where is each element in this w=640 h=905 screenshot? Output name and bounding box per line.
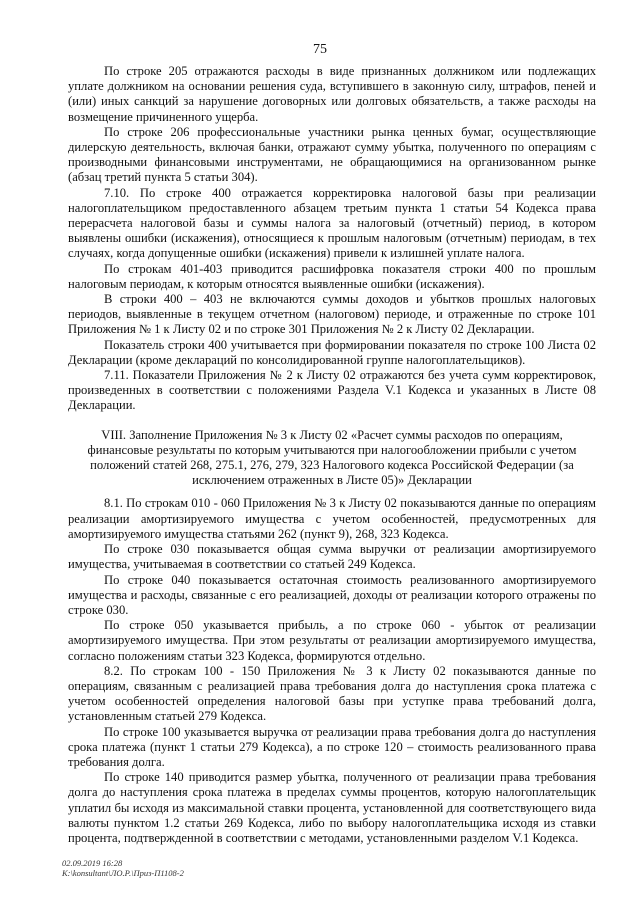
paragraph: По строке 100 указывается выручка от реализации права требования долга до наступления срока платежа (пункт 1 статьи 279 Кодекса), а по строке 120 – стоимость реализованного права требования долга. (68, 724, 596, 769)
paragraph: По строке 206 профессиональные участники рынка ценных бумаг, осуществляющие дилерскую деятельность, включая банки, отражают сумму убытка, полученного по операциям с производными финансовыми инструментами, не обращающимися на организованном рынке (абзац третий пункта 5 статьи 304). (68, 124, 596, 185)
paragraph: 8.2. По строкам 100 - 150 Приложения № 3 к Листу 02 показываются данные по операциям, связанным с реализацией права требования долга до наступления срока платежа с учетом особенностей определения налоговой базы при уступке права требований долга, установленным статьей 279 Кодекса. (68, 663, 596, 724)
paragraph: По строке 030 показывается общая сумма выручки от реализации амортизируемого имущества, учитываемая в соответствии со статьей 249 Кодекса. (68, 542, 596, 572)
paragraph: 7.11. Показатели Приложения № 2 к Листу 02 отражаются без учета сумм корректировок, произведенных в соответствии с положениями Раздела V.1 Кодекса и указанных в Листе 08 Декларации. (68, 368, 596, 413)
paragraph: По строке 205 отражаются расходы в виде признанных должником или подлежащих уплате должником на основании решения суда, вступившего в законную силу, штрафов, пеней и (или) иных санкций за нарушение договорных или долговых обязательств, а также расходы на возмещение причиненного ущерба. (68, 64, 596, 124)
paragraph: 7.10. По строке 400 отражается корректировка налоговой базы при реализации налогоплательщиком предоставленного абзацем третьим пункта 1 статьи 54 Кодекса права перерасчета налоговой базы и суммы налога за налоговый (отчетный) период, в котором выявлены ошибки (искажения), относящиеся к прошлым налоговым (отчетным) периодам, в тех случаях, когда допущенные ошибки (искажения) привели к излишней уплате налога. (68, 185, 596, 261)
paragraph: По строкам 401-403 приводится расшифровка показателя строки 400 по прошлым налоговым периодам, к которым относятся выявленные ошибки (искажения). (68, 261, 596, 291)
paragraph: В строки 400 – 403 не включаются суммы доходов и убытков прошлых налоговых периодов, выявленные в текущем отчетном (налоговом) периоде, и отраженные по строке 101 Приложения № 1 к Листу 02 и по строке 301 Приложения № 2 к Листу 02 Декларации. (68, 292, 596, 337)
paragraph: 8.1. По строкам 010 - 060 Приложения № 3 к Листу 02 показываются данные по операциям реализации амортизируемого имущества с учетом особенностей, предусмотренных для амортизируемого имущества статьями 262 (пункт 9), 268, 323 Кодекса. (68, 496, 596, 541)
paragraph: По строке 050 указывается прибыль, а по строке 060 - убыток от реализации амортизируемого имущества. При этом результаты от реализации амортизируемого имущества, согласно положениям статьи 323 Кодекса, формируются отдельно. (68, 618, 596, 663)
print-footer (62, 858, 184, 878)
paragraph: По строке 140 приводится размер убытка, полученного от реализации права требования долга до наступления срока платежа в пределах суммы процентов, которую налогоплательщик уплатил бы исходя из максимальной ставки процента, установленной для соответствующего вида валюты пунктом 1.2 статьи 269 Кодекса, либо по выбору налогоплательщика исходя из ставки процента, подтвержденной в соответствии с методами, установленными разделом V.1 Кодекса. (68, 770, 596, 845)
footer-file-path: К:\konsultant\ЛО.Р.\Приз-П1108-2 (62, 868, 184, 878)
document-body (68, 64, 596, 846)
footer-timestamp: 02.09.2019 16:28 (62, 858, 123, 868)
paragraph: Показатель строки 400 учитывается при формировании показателя по строке 100 Листа 02 Декларации (кроме деклараций по консолидированной группе налогоплательщиков). (68, 337, 596, 367)
section-heading: VIII. Заполнение Приложения № 3 к Листу 02 «Расчет суммы расходов по операциям, финансовые результаты по которым учитываются при налогообложении прибыли с учетом положений статей 268, 275.1, 276, 279, 323 Налогового кодекса Российской Федерации (за исключением отраженных в Листе 05)» Декларации (87, 427, 577, 488)
page-number: 75 (313, 42, 327, 57)
paragraph: По строке 040 показывается остаточная стоимость реализованного амортизируемого имущества и расходы, связанные с его реализацией, доходы от реализации которого отражены по строке 030. (68, 572, 596, 617)
